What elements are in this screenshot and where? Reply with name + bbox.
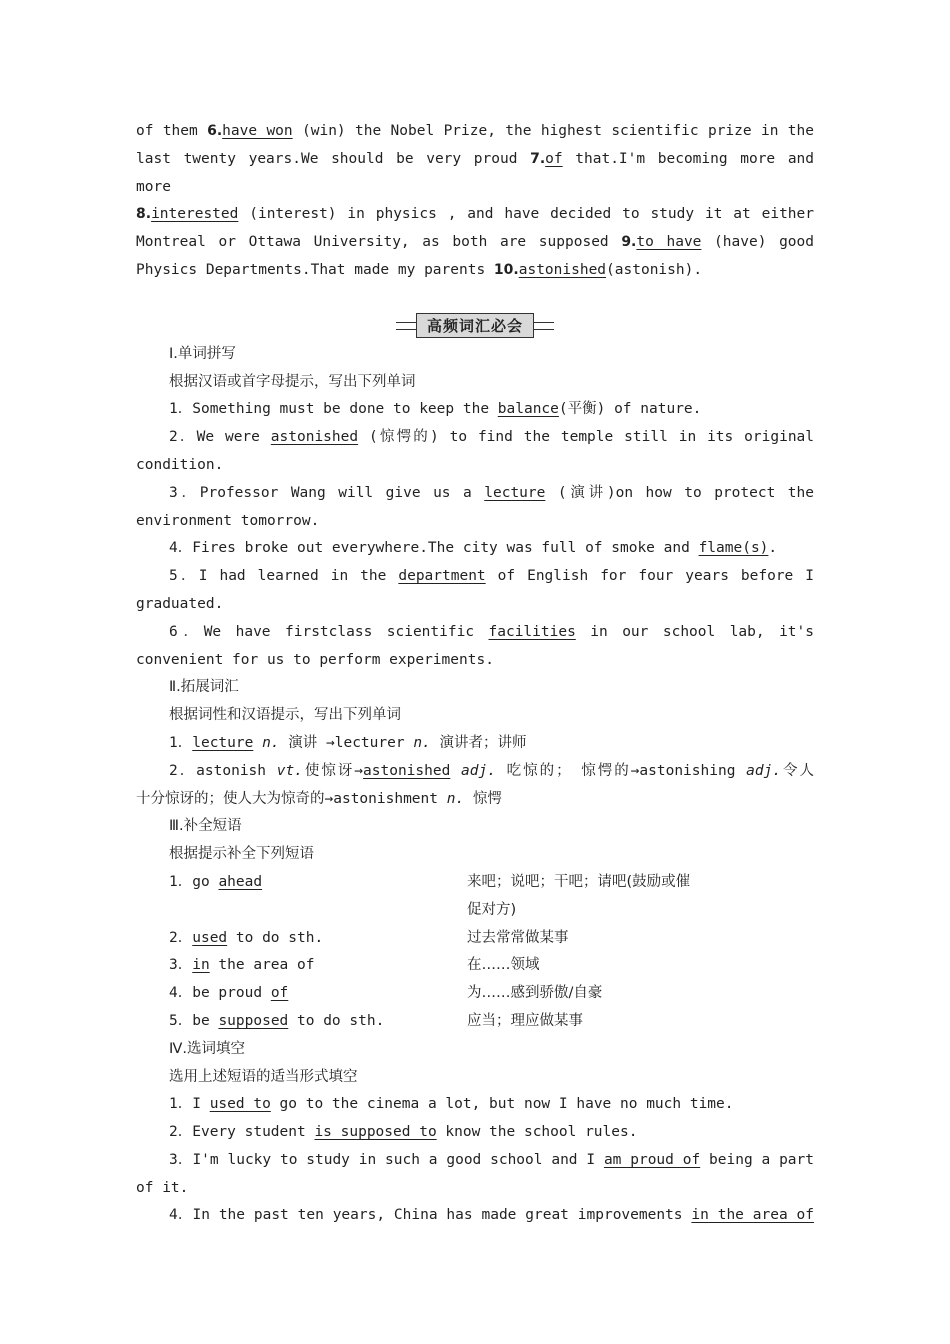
banner-decoration-right <box>534 322 554 330</box>
phrase-english: 2．used to do sth. <box>169 929 324 946</box>
s1-question-2-cont: condition. <box>136 456 224 473</box>
s1-question-6: 6．We have firstclass scientific facilities in our school lab, it's <box>169 623 814 640</box>
s1-question-1: 1．Something must be done to keep the balance(平衡) of nature. <box>169 401 702 418</box>
phrase-chinese: 来吧；说吧；干吧；请吧(鼓励或催 <box>467 873 691 890</box>
answer-blank-8: interested <box>151 206 239 223</box>
section-3-title: Ⅲ.补全短语 <box>169 818 242 835</box>
phrase-row <box>136 897 814 925</box>
section-1-instruction: 根据汉语或首字母提示，写出下列单词 <box>169 373 416 390</box>
s4-question-2: 2．Every student is supposed to know the school rules. <box>169 1124 638 1141</box>
section-banner <box>136 313 814 339</box>
document-page <box>136 118 814 1230</box>
s1-question-5-cont: graduated. <box>136 595 224 612</box>
s1-question-6-cont: convenient for us to perform experiments. <box>136 651 494 668</box>
section-3-instruction: 根据提示补全下列短语 <box>169 846 314 863</box>
phrase-english: 3．in the area of <box>169 957 315 974</box>
section-4-title: Ⅳ.选词填空 <box>169 1040 245 1057</box>
s1-question-3: 3．Professor Wang will give us a lecture (演讲)on how to protect the <box>169 484 814 501</box>
answer-blank-7: of <box>545 150 563 167</box>
phrase-chinese: 在……领域 <box>467 957 540 974</box>
s1-question-5: 5．I had learned in the department of English for four years before I <box>169 568 815 585</box>
phrase-chinese: 应当；理应做某事 <box>467 1012 583 1029</box>
answer-blank-6: have won <box>222 123 293 139</box>
s4-question-4: 4．In the past ten years, China has made great improvements in the area of <box>169 1207 814 1224</box>
passage-line-1: of them 6.have won (win) the Nobel Prize, the highest scientific prize in the <box>136 123 814 139</box>
s2-question-2: 2．astonish vt.使惊讶→astonished adj. 吃惊的； 惊愕的→astonishing adj.令人 <box>169 762 814 779</box>
phrase-row <box>136 952 814 980</box>
section-2-title: Ⅱ.拓展词汇 <box>169 679 239 696</box>
s1-question-2: 2．We were astonished (惊愕的) to find the temple still in its original <box>169 429 815 446</box>
phrase-row <box>136 1008 814 1036</box>
banner-title: 高频词汇必会 <box>416 313 534 338</box>
section-2-instruction: 根据词性和汉语提示，写出下列单词 <box>169 707 401 724</box>
s4-question-3: 3．I'm lucky to study in such a good school and I am proud of being a part <box>169 1151 814 1168</box>
phrase-row <box>136 980 814 1008</box>
phrase-table <box>136 869 814 1036</box>
passage-line-2: last twenty years.We should be very proud 7.of that.I'm becoming more and more <box>136 150 815 195</box>
phrase-row <box>136 869 814 897</box>
phrase-english <box>136 897 467 925</box>
passage-line-4: Montreal or Ottawa University, as both are supposed 9.to have (have) good <box>136 234 815 251</box>
answer-blank-9: to have <box>636 234 702 251</box>
answer-blank-10: astonished <box>518 261 607 278</box>
s2-question-2-cont: 十分惊讶的；使人大为惊奇的→astonishment n. 惊愕 <box>136 790 502 807</box>
passage-line-3: 8.interested (interest) in physics , and have decided to study it at either <box>136 206 814 223</box>
s1-question-3-cont: environment tomorrow. <box>136 512 320 529</box>
phrase-chinese: 促对方) <box>467 901 517 918</box>
phrase-chinese: 过去常常做某事 <box>467 929 569 946</box>
section-1-title: Ⅰ.单词拼写 <box>169 345 236 362</box>
phrase-english: 4．be proud of <box>169 985 289 1002</box>
s1-question-4: 4．Fires broke out everywhere.The city was full of smoke and flame(s). <box>169 540 778 557</box>
passage-line-5: Physics Departments.That made my parents 10.astonished(astonish). <box>136 261 703 278</box>
phrase-english: 1．go ahead <box>169 873 263 890</box>
section-4-instruction: 选用上述短语的适当形式填空 <box>169 1068 358 1085</box>
phrase-chinese: 为……感到骄傲/自豪 <box>467 985 603 1002</box>
s2-question-1: 1．lecture n. 演讲 →lecturer n. 演讲者；讲师 <box>169 734 527 751</box>
phrase-row <box>136 925 814 953</box>
phrase-english: 5．be supposed to do sth. <box>169 1012 385 1029</box>
s4-question-3-cont: of it. <box>136 1179 189 1196</box>
banner-decoration-left <box>396 322 416 330</box>
s4-question-1: 1．I used to go to the cinema a lot, but now I have no much time. <box>169 1096 734 1113</box>
